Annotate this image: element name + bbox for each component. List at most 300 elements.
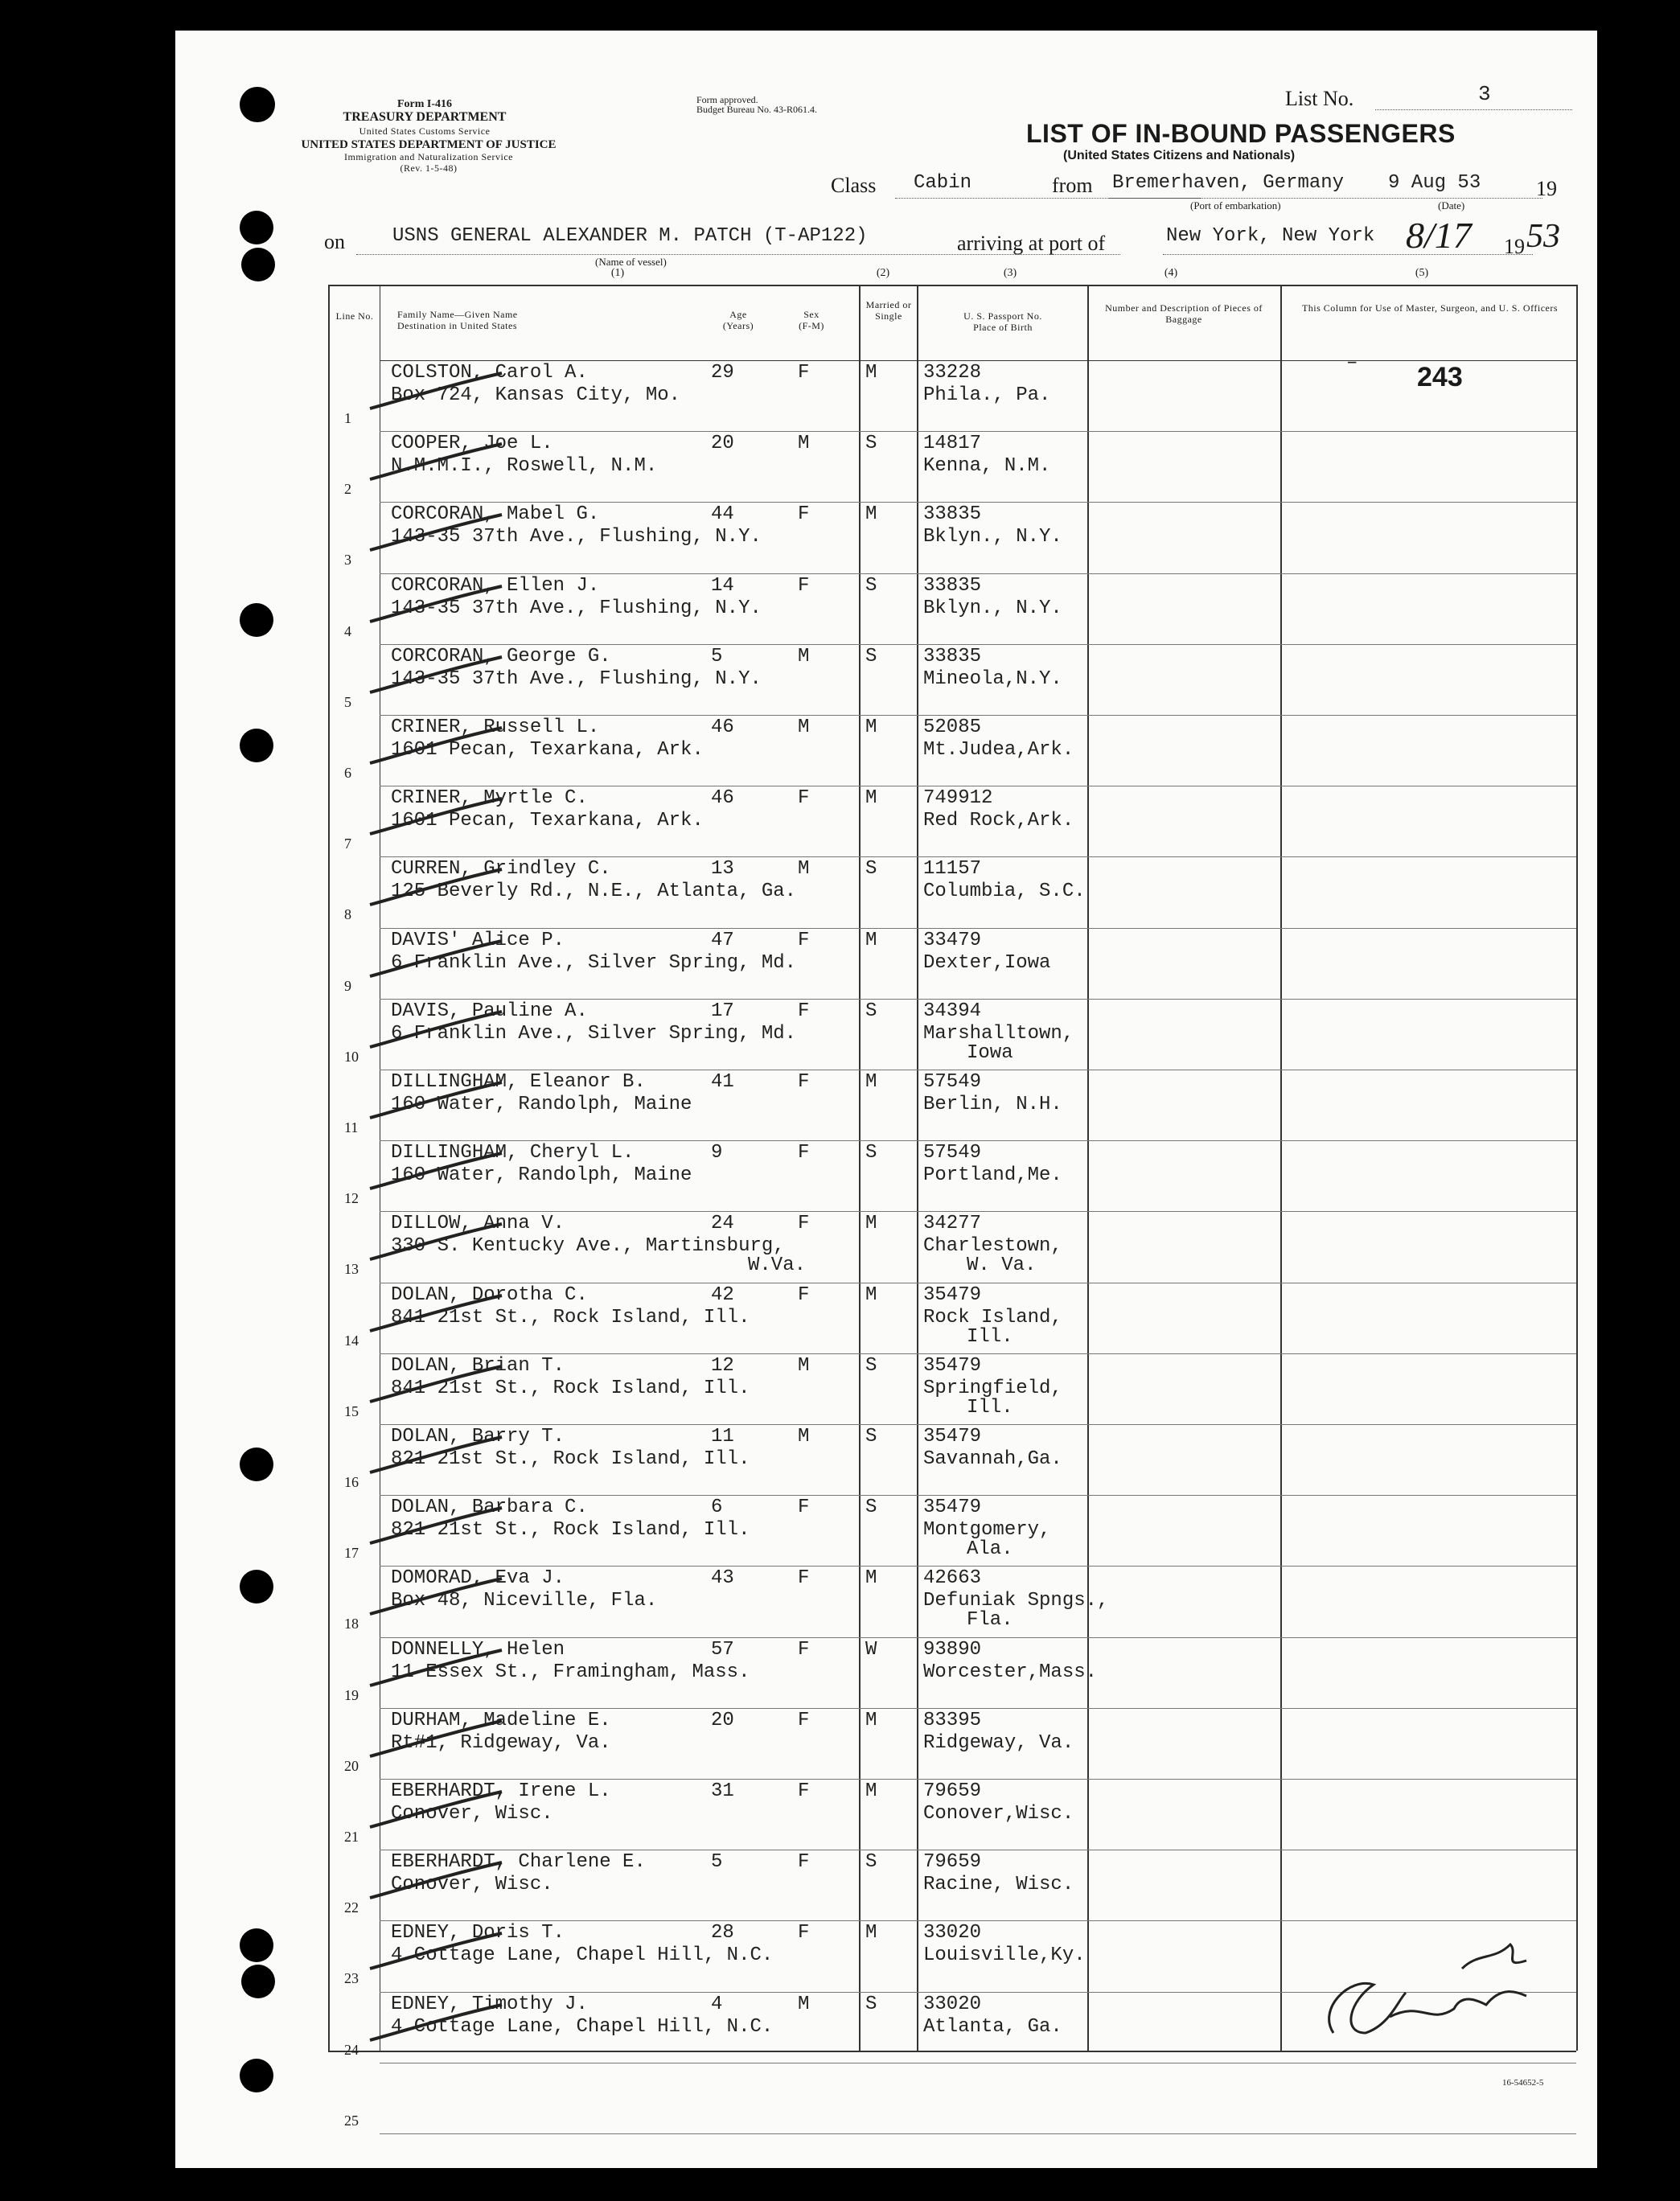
passenger-destination: 1601 Pecan, Texarkana, Ark.	[391, 739, 704, 761]
row-line-number: 18	[344, 1616, 359, 1632]
document-subtitle: (United States Citizens and Nationals)	[1063, 149, 1296, 162]
punch-hole	[240, 1570, 273, 1604]
passenger-sex: F	[798, 1497, 810, 1519]
check-mark-stroke	[365, 1785, 510, 1833]
row-line-number: 7	[344, 836, 351, 852]
passport-number: 34277	[923, 1213, 982, 1235]
check-mark-stroke	[365, 1998, 510, 2047]
birth-place: Phila., Pa.	[923, 384, 1051, 406]
header-sex: Sex	[803, 309, 819, 320]
passenger-sex: M	[798, 1354, 810, 1377]
row-line-number: 11	[344, 1119, 359, 1135]
passenger-marital-status: S	[865, 858, 877, 881]
passenger-destination: Box 724, Kansas City, Mo.	[391, 384, 681, 406]
row-separator	[380, 1566, 1576, 1567]
row-line-number: 16	[344, 1474, 359, 1490]
row-line-number: 8	[344, 906, 351, 923]
passenger-age: 41	[711, 1071, 734, 1093]
row-line-number: 10	[344, 1048, 359, 1065]
passenger-sex: M	[798, 858, 810, 881]
officer-dash: –	[1346, 352, 1358, 374]
passenger-destination: 143-35 37th Ave., Flushing, N.Y.	[391, 667, 762, 690]
passenger-name: CORCORAN, George G.	[391, 645, 611, 667]
from-underline	[1108, 198, 1542, 199]
passenger-destination: N.M.M.I., Roswell, N.M.	[391, 455, 658, 478]
header-name: Family Name—Given Name	[397, 309, 518, 320]
punch-hole	[240, 729, 273, 762]
passenger-marital-status: S	[865, 1993, 877, 2015]
passenger-destination: 1601 Pecan, Texarkana, Ark.	[391, 810, 704, 832]
punch-hole	[240, 87, 275, 122]
row-line-number: 9	[344, 977, 351, 994]
row-separator	[380, 856, 1576, 857]
passport-number: 52085	[923, 717, 982, 738]
passenger-destination-cont: W.Va.	[748, 1254, 807, 1277]
passenger-name: EDNEY, Doris T.	[391, 1922, 565, 1944]
passenger-name: DOLAN, Dorotha C.	[391, 1283, 588, 1306]
arrival-year-handwritten: 53	[1526, 218, 1560, 255]
passenger-age: 31	[711, 1780, 734, 1802]
birth-place: Atlanta, Ga.	[923, 2015, 1062, 2038]
manifest-page	[175, 31, 1597, 2168]
form-approved: Form approved.	[696, 94, 758, 105]
passport-number: 83395	[923, 1709, 982, 1731]
passport-number: 93890	[923, 1638, 982, 1661]
passenger-destination: 160 Water, Randolph, Maine	[391, 1164, 692, 1187]
passenger-age: 46	[711, 717, 734, 738]
passenger-destination: 11 Essex St., Framingham, Mass.	[391, 1661, 750, 1683]
passenger-marital-status: S	[865, 1354, 877, 1377]
passenger-sex: F	[798, 574, 810, 597]
passenger-name: CURREN, Grindley C.	[391, 858, 611, 881]
passport-number: 33835	[923, 503, 982, 526]
birth-place: Conover,Wisc.	[923, 1803, 1074, 1825]
birth-place: Defuniak Spngs.,	[923, 1590, 1109, 1612]
passenger-sex: F	[798, 1851, 810, 1874]
passport-number: 79659	[923, 1851, 982, 1874]
date-note: (Date)	[1438, 199, 1465, 211]
passport-number: 33835	[923, 645, 982, 667]
passenger-destination: 143-35 37th Ave., Flushing, N.Y.	[391, 597, 762, 619]
check-mark-stroke	[365, 1289, 510, 1337]
check-mark-stroke	[365, 367, 510, 415]
on-label: on	[324, 230, 345, 253]
col-divider-married	[859, 285, 861, 2051]
passenger-marital-status: M	[865, 1071, 877, 1093]
check-mark-stroke	[365, 792, 510, 840]
punch-hole	[241, 1965, 275, 1998]
check-mark-stroke	[365, 580, 510, 628]
passenger-marital-status: M	[865, 1213, 877, 1235]
row-line-number: 24	[344, 2041, 359, 2058]
row-separator	[380, 502, 1576, 503]
check-mark-stroke	[365, 1218, 510, 1266]
arrival-date-handwritten: 8/17	[1406, 215, 1472, 256]
document-title: LIST OF IN-BOUND PASSENGERS	[1026, 119, 1456, 148]
punch-hole	[240, 1928, 273, 1962]
passenger-sex: F	[798, 1000, 810, 1022]
header-line-no: Line No.	[335, 310, 374, 322]
row-line-number: 2	[344, 481, 351, 498]
passport-number: 33479	[923, 929, 982, 951]
passenger-age: 5	[711, 645, 723, 667]
arrival-port: New York, New York	[1166, 225, 1375, 247]
passenger-age: 44	[711, 503, 734, 526]
passenger-sex: F	[798, 362, 810, 384]
table-right-border	[1576, 285, 1578, 2051]
passenger-sex: F	[798, 1638, 810, 1661]
passenger-age: 11	[711, 1426, 734, 1447]
passport-number: 35479	[923, 1497, 982, 1519]
row-separator	[380, 928, 1576, 929]
passport-number: 33020	[923, 1993, 982, 2015]
passenger-destination: 4 Cottage Lane, Chapel Hill, N.C.	[391, 2015, 774, 2038]
passenger-destination: 6 Franklin Ave., Silver Spring, Md.	[391, 1022, 797, 1045]
passenger-marital-status: M	[865, 787, 877, 810]
check-mark-stroke	[365, 1005, 510, 1053]
passenger-marital-status: S	[865, 1142, 877, 1164]
passenger-sex: F	[798, 1283, 810, 1306]
row-line-number: 19	[344, 1686, 359, 1703]
arriving-label: arriving at port of	[957, 232, 1106, 255]
passenger-age: 20	[711, 433, 734, 455]
class-label: Class	[831, 174, 877, 197]
passenger-sex: F	[798, 503, 810, 526]
birth-place: Bklyn., N.Y.	[923, 597, 1062, 619]
birth-place: Bklyn., N.Y.	[923, 526, 1062, 548]
passenger-sex: F	[798, 1567, 810, 1590]
passenger-destination: 6 Franklin Ave., Silver Spring, Md.	[391, 951, 797, 974]
row-separator	[380, 1424, 1576, 1425]
punch-hole	[241, 248, 275, 281]
passenger-age: 24	[711, 1213, 734, 1235]
passenger-sex: F	[798, 1922, 810, 1944]
passenger-name: DOLAN, Brian T.	[391, 1354, 565, 1377]
passenger-name: CRINER, Myrtle C.	[391, 787, 588, 810]
check-mark-stroke	[365, 1644, 510, 1692]
passenger-marital-status: M	[865, 1567, 877, 1590]
passenger-name: CORCORAN, Mabel G.	[391, 503, 600, 526]
row-separator	[380, 999, 1576, 1000]
passenger-age: 28	[711, 1922, 734, 1944]
year-prefix-2: 19	[1504, 235, 1525, 258]
treasury-department: TREASURY DEPARTMENT	[343, 110, 507, 124]
row-line-number: 21	[344, 1829, 359, 1845]
row-line-number: 15	[344, 1402, 359, 1419]
check-mark-stroke	[365, 1572, 510, 1620]
passenger-name: DOMORAD, Eva J.	[391, 1567, 565, 1590]
punch-hole	[240, 2059, 273, 2092]
passenger-name: COOPER, Joe L.	[391, 433, 553, 455]
row-line-number: 20	[344, 1757, 359, 1774]
passenger-name: EBERHARDT, Charlene E.	[391, 1851, 646, 1874]
check-mark-stroke	[365, 1076, 510, 1124]
check-mark-stroke	[365, 1927, 510, 1975]
table-top-border	[328, 285, 1576, 286]
passenger-name: COLSTON, Carol A.	[391, 362, 588, 384]
passenger-age: 46	[711, 787, 734, 810]
birth-place: Mt.Judea,Ark.	[923, 739, 1074, 761]
col-num-3: (3)	[1003, 267, 1017, 279]
revision-date: (Rev. 1-5-48)	[400, 162, 458, 174]
passenger-name: CRINER, Russell L.	[391, 717, 600, 738]
birth-place: Dexter,Iowa	[923, 951, 1051, 974]
passenger-age: 43	[711, 1567, 734, 1590]
row-separator	[380, 1708, 1576, 1709]
passenger-destination: 841 21st St., Rock Island, Ill.	[391, 1377, 750, 1399]
passenger-sex: M	[798, 1993, 810, 2015]
passenger-sex: M	[798, 1426, 810, 1447]
passenger-name: DOLAN, Barry T.	[391, 1426, 565, 1447]
row-separator	[380, 1637, 1576, 1638]
list-no-label: List No.	[1285, 87, 1354, 110]
check-mark-stroke	[365, 508, 510, 556]
col-num-5: (5)	[1415, 267, 1429, 279]
row-line-number: 22	[344, 1899, 359, 1916]
birth-place: Rock Island,	[923, 1306, 1062, 1328]
passport-number: 42663	[923, 1567, 982, 1590]
officer-signature	[1301, 1912, 1559, 2057]
birth-place: Berlin, N.H.	[923, 1094, 1062, 1115]
col-num-2: (2)	[876, 267, 890, 279]
port-embark-note: (Port of embarkation)	[1190, 199, 1281, 211]
passenger-age: 57	[711, 1638, 734, 1661]
embarkation-date: 9 Aug 53	[1388, 172, 1481, 194]
header-separator	[380, 360, 1576, 361]
check-mark-stroke	[365, 1360, 510, 1408]
passenger-name: DAVIS' Alice P.	[391, 929, 565, 951]
row-separator	[380, 1211, 1576, 1212]
row-separator	[380, 1495, 1576, 1496]
list-no-underline	[1375, 109, 1572, 110]
row-separator	[380, 2133, 1576, 2134]
form-number: Form I-416	[396, 98, 453, 110]
passenger-marital-status: M	[865, 717, 877, 738]
birth-place: Marshalltown,	[923, 1022, 1074, 1045]
header-sex-sub: (F-M)	[799, 320, 824, 331]
row-separator	[380, 431, 1576, 432]
header-age-sub: (Years)	[722, 320, 754, 331]
col-divider-baggage	[1087, 285, 1089, 2051]
check-mark-stroke	[365, 1714, 510, 1763]
passenger-destination: Conover, Wisc.	[391, 1803, 553, 1825]
passport-number: 34394	[923, 1000, 982, 1022]
row-separator	[380, 1353, 1576, 1354]
passenger-destination: 160 Water, Randolph, Maine	[391, 1094, 692, 1115]
passenger-marital-status: S	[865, 574, 877, 597]
passenger-marital-status: S	[865, 1426, 877, 1447]
passenger-marital-status: M	[865, 929, 877, 951]
birth-place: Charlestown,	[923, 1235, 1062, 1258]
table-left-border	[328, 285, 330, 2051]
birth-place: Racine, Wisc.	[923, 1874, 1074, 1896]
passenger-destination: 821 21st St., Rock Island, Ill.	[391, 1519, 750, 1542]
check-mark-stroke	[365, 721, 510, 770]
birth-place: Red Rock,Ark.	[923, 810, 1074, 832]
row-separator	[380, 1779, 1576, 1780]
header-married: Married or Single	[865, 299, 912, 322]
passenger-name: DILLINGHAM, Eleanor B.	[391, 1071, 646, 1093]
row-separator	[380, 644, 1576, 645]
col-num-4: (4)	[1164, 267, 1178, 279]
passport-number: 33835	[923, 574, 982, 597]
passenger-age: 12	[711, 1354, 734, 1377]
col-num-1: (1)	[610, 267, 625, 279]
col-divider-officers	[1280, 285, 1282, 2051]
from-label: from	[1052, 174, 1093, 197]
row-line-number: 13	[344, 1261, 359, 1278]
birth-place: Worcester,Mass.	[923, 1661, 1098, 1683]
passenger-age: 6	[711, 1497, 723, 1519]
passenger-destination: Rt#1, Ridgeway, Va.	[391, 1731, 611, 1754]
passport-number: 57549	[923, 1142, 982, 1164]
passenger-sex: F	[798, 929, 810, 951]
passenger-age: 29	[711, 362, 734, 384]
header-destination: Destination in United States	[397, 320, 517, 331]
passenger-age: 4	[711, 1993, 723, 2015]
passenger-marital-status: S	[865, 433, 877, 455]
passenger-name: DAVIS, Pauline A.	[391, 1000, 588, 1022]
punch-hole	[240, 211, 273, 244]
passenger-name: DILLINGHAM, Cheryl L.	[391, 1142, 635, 1164]
passenger-destination: 143-35 37th Ave., Flushing, N.Y.	[391, 526, 762, 548]
vessel-note: (Name of vessel)	[595, 256, 667, 268]
row-line-number: 4	[344, 622, 351, 639]
immigration-service: Immigration and Naturalization Service	[344, 151, 513, 162]
passport-number: 35479	[923, 1354, 982, 1377]
passenger-age: 9	[711, 1142, 723, 1164]
row-line-number: 25	[344, 2112, 359, 2129]
embarkation-port: Bremerhaven, Germany	[1112, 172, 1345, 194]
passenger-marital-status: S	[865, 1000, 877, 1022]
customs-service: United States Customs Service	[359, 125, 491, 137]
birth-place-cont: Iowa	[967, 1041, 1013, 1064]
birth-place: Kenna, N.M.	[923, 455, 1051, 478]
header-baggage: Number and Description of Pieces of Baggage	[1105, 302, 1263, 325]
birth-place: Montgomery,	[923, 1519, 1051, 1542]
row-line-number: 5	[344, 693, 351, 710]
check-mark-stroke	[365, 1147, 510, 1195]
check-mark-stroke	[365, 1431, 510, 1479]
row-separator	[380, 715, 1576, 716]
passenger-sex: F	[798, 1780, 810, 1802]
passenger-sex: F	[798, 787, 810, 810]
passenger-name: DURHAM, Madeline E.	[391, 1709, 611, 1731]
passenger-destination: 841 21st St., Rock Island, Ill.	[391, 1306, 750, 1328]
passenger-sex: F	[798, 1213, 810, 1235]
check-mark-stroke	[365, 651, 510, 699]
row-line-number: 6	[344, 765, 351, 781]
class-value: Cabin	[914, 172, 972, 194]
passenger-marital-status: W	[865, 1638, 877, 1661]
check-mark-stroke	[365, 437, 510, 486]
passenger-marital-status: M	[865, 1283, 877, 1306]
passenger-marital-status: M	[865, 1922, 877, 1944]
passenger-name: DONNELLY, Helen	[391, 1638, 565, 1661]
passenger-destination: 821 21st St., Rock Island, Ill.	[391, 1448, 750, 1470]
passport-number: 35479	[923, 1283, 982, 1306]
footer-code: 16-54652-5	[1502, 2078, 1544, 2088]
check-mark-stroke	[365, 934, 510, 983]
passport-number: 35479	[923, 1426, 982, 1447]
birth-place: Savannah,Ga.	[923, 1448, 1062, 1470]
passenger-marital-status: M	[865, 503, 877, 526]
row-line-number: 14	[344, 1332, 359, 1349]
passenger-destination: Conover, Wisc.	[391, 1874, 553, 1896]
row-line-number: 23	[344, 1970, 359, 1987]
row-separator	[380, 573, 1576, 574]
header-age: Age	[729, 309, 747, 320]
check-mark-stroke	[365, 863, 510, 911]
birth-place-cont: Ill.	[967, 1396, 1013, 1419]
header-birth: Place of Birth	[973, 322, 1033, 333]
birth-place: Portland,Me.	[923, 1164, 1062, 1187]
passenger-age: 5	[711, 1851, 723, 1874]
passenger-marital-status: S	[865, 1851, 877, 1874]
passenger-sex: F	[798, 1142, 810, 1164]
passenger-age: 14	[711, 574, 734, 597]
header-officers: This Column for Use of Master, Surgeon, and U. S. Officers	[1301, 302, 1559, 314]
row-line-number: 12	[344, 1190, 359, 1207]
row-line-number: 3	[344, 552, 351, 569]
passport-number: 33228	[923, 362, 982, 384]
passenger-name: DOLAN, Barbara C.	[391, 1497, 588, 1519]
vessel-name: USNS GENERAL ALEXANDER M. PATCH (T-AP122)	[392, 225, 868, 247]
passenger-age: 17	[711, 1000, 734, 1022]
list-no-value: 3	[1478, 82, 1491, 106]
passenger-marital-status: S	[865, 645, 877, 667]
birth-place: Mineola,N.Y.	[923, 667, 1062, 690]
passenger-marital-status: S	[865, 1497, 877, 1519]
passport-number: 11157	[923, 858, 982, 881]
passenger-age: 20	[711, 1709, 734, 1731]
col-divider-passport	[917, 285, 918, 2051]
tally-number: 243	[1417, 362, 1463, 392]
check-mark-stroke	[365, 1501, 510, 1550]
birth-place-cont: Ala.	[967, 1538, 1013, 1561]
passport-number: 14817	[923, 433, 982, 455]
passenger-marital-status: M	[865, 1709, 877, 1731]
punch-hole	[240, 1447, 273, 1481]
passenger-sex: F	[798, 1071, 810, 1093]
passenger-sex: M	[798, 717, 810, 738]
birth-place: Columbia, S.C.	[923, 881, 1086, 903]
passenger-sex: M	[798, 645, 810, 667]
passenger-destination: 330 S. Kentucky Ave., Martinsburg,	[391, 1235, 785, 1258]
birth-place-cont: W. Va.	[967, 1254, 1037, 1277]
birth-place: Springfield,	[923, 1377, 1062, 1399]
passenger-destination: 4 Cottage Lane, Chapel Hill, N.C.	[391, 1944, 774, 1967]
passenger-age: 13	[711, 858, 734, 881]
passenger-age: 47	[711, 929, 734, 951]
passenger-name: CORCORAN, Ellen J.	[391, 574, 600, 597]
year-prefix: 19	[1536, 177, 1557, 200]
birth-place-cont: Ill.	[967, 1325, 1013, 1348]
row-line-number: 1	[344, 410, 351, 426]
passenger-sex: M	[798, 433, 810, 455]
passenger-marital-status: M	[865, 362, 877, 384]
passport-number: 79659	[923, 1780, 982, 1802]
passenger-marital-status: M	[865, 1780, 877, 1802]
department-of-justice: UNITED STATES DEPARTMENT OF JUSTICE	[301, 138, 557, 151]
row-separator	[380, 1140, 1576, 1141]
passport-number: 33020	[923, 1922, 982, 1944]
passenger-age: 42	[711, 1283, 734, 1306]
passenger-name: DILLOW, Anna V.	[391, 1213, 565, 1235]
check-mark-stroke	[365, 1856, 510, 1904]
row-line-number: 17	[344, 1545, 359, 1562]
birth-place: Louisville,Ky.	[923, 1944, 1086, 1967]
